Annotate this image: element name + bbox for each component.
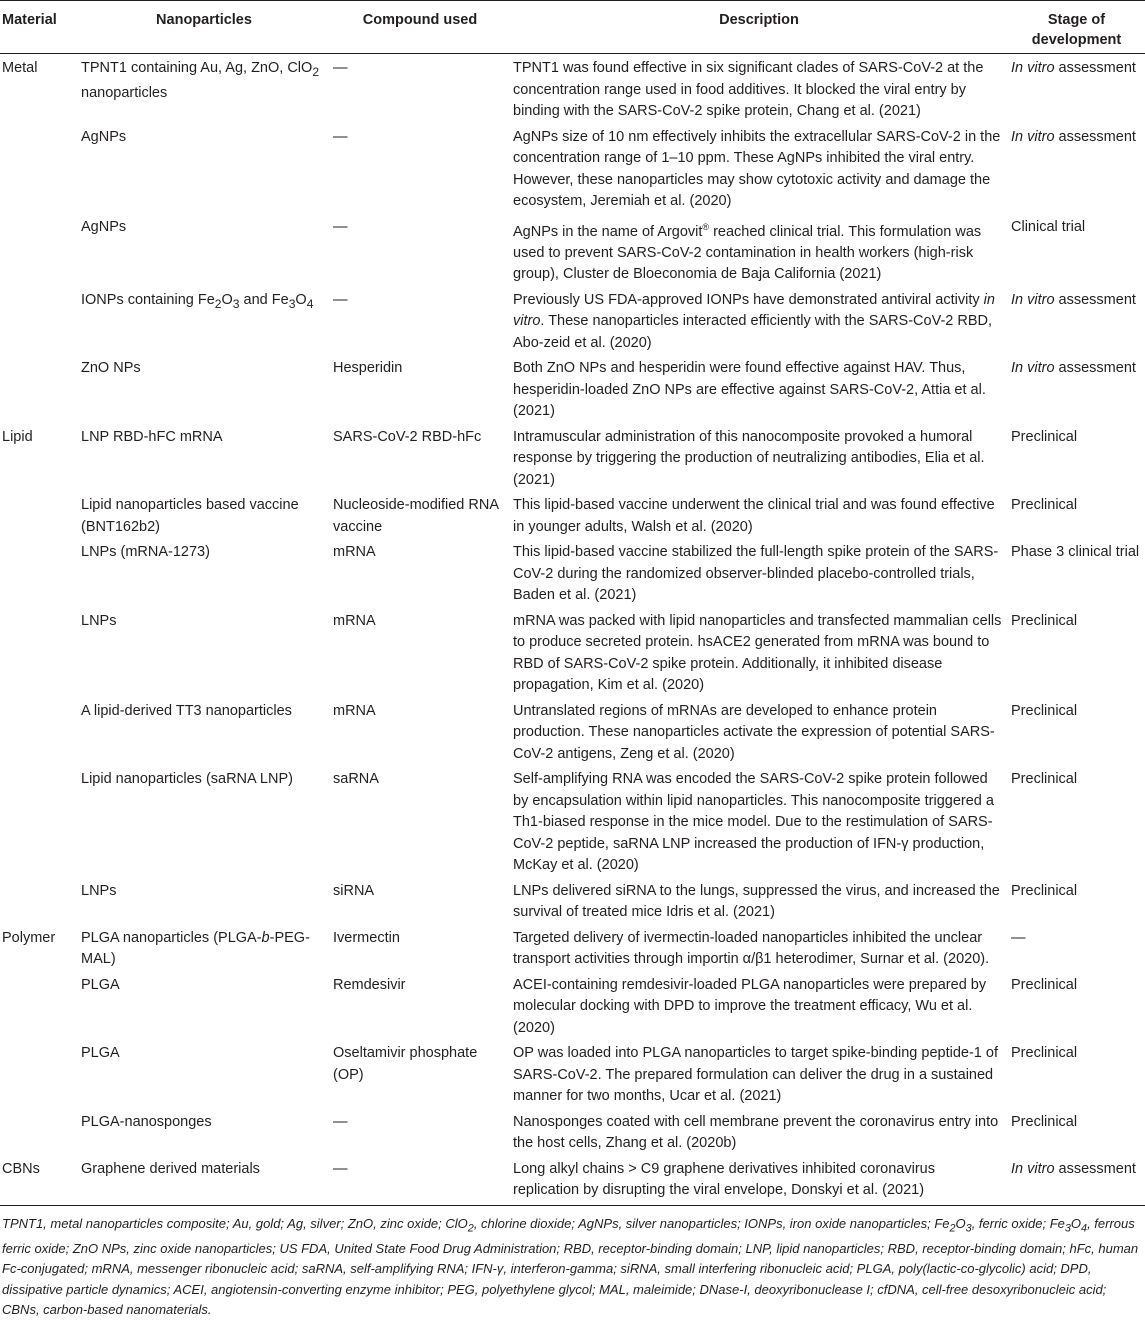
material-cell	[0, 213, 78, 286]
stage-cell: Preclinical	[1011, 1045, 1078, 1062]
description-cell: AgNPs size of 10 nm effectively inhibits the extracellular SARS-CoV-2 in the concentration range of 1–10 ppm. These AgNPs inhibited the viral entry. However, these nanoparticles may show cytotoxic activity and damage the ecosystem, Jeremiah et al. (2020)	[513, 128, 1001, 209]
header-nanoparticles: Nanoparticles	[156, 12, 252, 28]
description-cell: TPNT1 was found effective in six significant clades of SARS-CoV-2 at the concentration range used in food additives. It blocked the viral entry by binding with the SARS-CoV-2 spike protein, Chang et al. (2021)	[513, 60, 984, 119]
table-row	[0, 1108, 1145, 1155]
description-cell: Previously US FDA-approved IONPs have demonstrated antiviral activity in vitro. These nanoparticles interacted efficiently with the SARS-CoV-2 RBD, Abo-zeid et al. (2020)	[513, 291, 995, 351]
stage-cell: —	[1011, 929, 1026, 946]
nanoparticles-cell: Lipid nanoparticles based vaccine (BNT162b2)	[81, 497, 299, 535]
nanoparticles-cell: PLGA nanoparticles (PLGA-b-PEG-MAL)	[81, 929, 310, 968]
material-cell	[0, 538, 78, 607]
stage-cell: Preclinical	[1011, 976, 1078, 993]
table-row	[0, 765, 1145, 877]
stage-cell: In vitro assessment	[1011, 128, 1136, 145]
table-row	[0, 54, 1145, 123]
nanoparticles-cell: A lipid-derived TT3 nanoparticles	[81, 702, 292, 719]
description-cell: AgNPs in the name of Argovit® reached clinical trial. This formulation was used to prevent SARS-CoV-2 contamination in health workers (high-risk group), Cluster de Bloeconomia de Baja California (2021)	[513, 221, 982, 283]
header-description: Description	[719, 12, 799, 28]
compound-cell: —	[333, 1113, 348, 1130]
compound-cell: —	[333, 1160, 348, 1177]
compound-cell: —	[333, 60, 348, 76]
table-header-row	[0, 1, 1145, 54]
table-row	[0, 491, 1145, 538]
table-row	[0, 924, 1145, 971]
material-cell	[0, 286, 78, 355]
compound-cell: Remdesivir	[333, 976, 406, 993]
table-row	[0, 971, 1145, 1040]
description-cell: This lipid-based vaccine underwent the clinical trial and was found effective in younger adults, Walsh et al. (2020)	[513, 497, 995, 535]
compound-cell: saRNA	[333, 771, 379, 788]
description-cell: Both ZnO NPs and hesperidin were found effective against HAV. Thus, hesperidin-loaded ZnO NPs are effective against SARS-CoV-2, Attia et al. (2021)	[513, 360, 986, 420]
stage-cell: Clinical trial	[1011, 218, 1086, 235]
table-row	[0, 1039, 1145, 1108]
stage-cell: Preclinical	[1011, 497, 1078, 514]
compound-cell: SARS-CoV-2 RBD-hFc	[333, 428, 482, 445]
description-cell: OP was loaded into PLGA nanoparticles to target spike-binding peptide-1 of SARS-CoV-2. The prepared formulation can deliver the drug in a sustained manner for two months, Ucar et al. (2021)	[513, 1045, 998, 1105]
description-cell: Nanosponges coated with cell membrane prevent the coronavirus entry into the host cells, Zhang et al. (2020b)	[513, 1113, 999, 1152]
stage-cell: In vitro assessment	[1011, 291, 1136, 308]
nanoparticles-cell: PLGA-nanosponges	[81, 1113, 212, 1130]
compound-cell: Oseltamivir phosphate (OP)	[333, 1045, 478, 1083]
nanoparticles-cell: Graphene derived materials	[81, 1160, 260, 1177]
description-cell: Long alkyl chains > C9 graphene derivatives inhibited coronavirus replication by disrupting the viral envelope, Donskyi et al. (2021)	[513, 1160, 935, 1199]
nanoparticles-cell: AgNPs	[81, 218, 127, 235]
table-row	[0, 213, 1145, 286]
stage-cell: Phase 3 clinical trial	[1011, 544, 1140, 561]
description-cell: mRNA was packed with lipid nanoparticles and transfected mammalian cells to produce secreted protein. hsACE2 generated from mRNA was bound to RBD of SARS-CoV-2 spike protein. Additionally, it inhibited disease propagation, Kim et al. (2020)	[513, 612, 1002, 694]
nanoparticles-cell: LNP RBD-hFC mRNA	[81, 428, 223, 445]
table-row	[0, 538, 1145, 607]
nanoparticles-cell: PLGA	[81, 1045, 120, 1062]
header-compound: Compound used	[362, 12, 478, 28]
material-cell	[0, 697, 78, 766]
table-row	[0, 354, 1145, 423]
material-cell	[0, 765, 78, 877]
stage-cell: In vitro assessment	[1011, 360, 1136, 377]
table-row	[0, 423, 1145, 492]
description-cell: Intramuscular administration of this nanocomposite provoked a humoral response by triggering the production of neutralizing antibodies, Elia et al. (2021)	[513, 428, 985, 488]
description-cell: LNPs delivered siRNA to the lungs, suppressed the virus, and increased the survival of treated mice Idris et al. (2021)	[513, 882, 1000, 921]
description-cell: Self-amplifying RNA was encoded the SARS-CoV-2 spike protein followed by encapsulation within lipid nanoparticles. This nanocomposite triggered a Th1-biased response in the mice model. Due to the restimulation of SARS-CoV-2 peptide, saRNA LNP increased the production of IFN-γ production, McKay et al. (2020)	[513, 771, 994, 874]
stage-cell: Preclinical	[1011, 702, 1078, 719]
table-row	[0, 123, 1145, 213]
material-cell	[0, 1039, 78, 1108]
stage-cell: Preclinical	[1011, 612, 1078, 629]
nanoparticles-cell: LNPs	[81, 612, 117, 629]
table-row	[0, 286, 1145, 355]
compound-cell: —	[333, 128, 348, 145]
nanoparticles-cell: LNPs	[81, 882, 117, 899]
material-cell: Metal	[2, 60, 38, 76]
material-cell: Polymer	[2, 929, 56, 946]
material-cell	[0, 1108, 78, 1155]
table-row	[0, 697, 1145, 766]
description-cell: Untranslated regions of mRNAs are developed to enhance protein production. These nanoparticles activate the expression of potential SARS-CoV-2 antigens, Zeng et al. (2020)	[513, 702, 995, 762]
stage-cell: Preclinical	[1011, 771, 1078, 788]
description-cell: This lipid-based vaccine stabilized the full-length spike protein of the SARS-CoV-2 during the randomized observer-blinded placebo-controlled trials, Baden et al. (2021)	[513, 544, 999, 604]
compound-cell: mRNA	[333, 702, 376, 719]
table-footnote: TPNT1, metal nanoparticles composite; Au, gold; Ag, silver; ZnO, zinc oxide; ClO$_2$, chlorine dioxide; AgNPs, silver nanoparticles; IONPs, iron oxide nanoparticles; $Fe_2O_3$, ferric oxide; $Fe_3O_4$, ferrous ferric oxide; ZnO NPs, zinc oxide nanoparticles; US FDA, United State Food Drug Administration; RBD, receptor-binding domain; LNP, lipid nanoparticles; RBD, receptor-binding domain; hFc, human Fc-conjugated; mRNA, messenger ribonucleic acid; saRNA, self-amplifying RNA; IFN-γ, interferon-gamma; siRNA, small interfering ribonucleic acid; PLGA, poly(lactic-co-glycolic) acid; DPD, dissipative particle dynamics; ACEI, angiotensin-converting enzyme inhibitor; PEG, polyethylene glycol; MAL, maleimide; DNase-I, deoxyribonuclease I; cfDNA, cell-free desoxyribonucleic acid; CBNs, carbon-based nanomaterials.	[2, 1215, 1139, 1318]
material-cell: CBNs	[2, 1160, 40, 1177]
material-cell	[0, 971, 78, 1040]
header-stage: Stage of development	[1031, 12, 1122, 48]
material-cell	[0, 877, 78, 924]
stage-cell: In vitro assessment	[1011, 1160, 1136, 1177]
material-cell	[0, 123, 78, 213]
nanoparticles-cell: Lipid nanoparticles (saRNA LNP)	[81, 771, 293, 788]
table-row	[0, 1155, 1145, 1206]
nanoparticles-cell: LNPs (mRNA-1273)	[81, 544, 210, 561]
nanoparticles-cell: TPNT1 containing Au, Ag, ZnO, ClO$_2$ nanoparticles	[81, 60, 320, 102]
table-row	[0, 607, 1145, 697]
header-material: Material	[2, 12, 57, 28]
compound-cell: Nucleoside-modified RNA vaccine	[333, 497, 499, 535]
nanoparticles-cell: AgNPs	[81, 128, 127, 145]
stage-cell: In vitro assessment	[1011, 60, 1136, 76]
table-row	[0, 877, 1145, 924]
compound-cell: —	[333, 218, 348, 235]
nanoparticles-cell: IONPs containing $Fe_2O_3$ and $Fe_3O_4$	[81, 291, 314, 311]
material-cell	[0, 354, 78, 423]
compound-cell: mRNA	[333, 544, 376, 561]
nanoparticles-cell: PLGA	[81, 976, 120, 993]
stage-cell: Preclinical	[1011, 882, 1078, 899]
compound-cell: mRNA	[333, 612, 376, 629]
stage-cell: Preclinical	[1011, 1113, 1078, 1130]
compound-cell: —	[333, 291, 348, 308]
compound-cell: Hesperidin	[333, 360, 403, 377]
material-cell	[0, 491, 78, 538]
compound-cell: siRNA	[333, 882, 375, 899]
nanoparticles-cell: ZnO NPs	[81, 360, 141, 377]
stage-cell: Preclinical	[1011, 428, 1078, 445]
description-cell: Targeted delivery of ivermectin-loaded nanoparticles inhibited the unclear transport activities through importin α/β1 heterodimer, Surnar et al. (2020).	[513, 929, 990, 968]
description-cell: ACEI-containing remdesivir-loaded PLGA nanoparticles were prepared by molecular docking with DPD to improve the treatment efficacy, Wu et al. (2020)	[513, 976, 987, 1036]
compound-cell: Ivermectin	[333, 929, 400, 946]
material-cell: Lipid	[2, 428, 33, 445]
material-cell	[0, 607, 78, 697]
